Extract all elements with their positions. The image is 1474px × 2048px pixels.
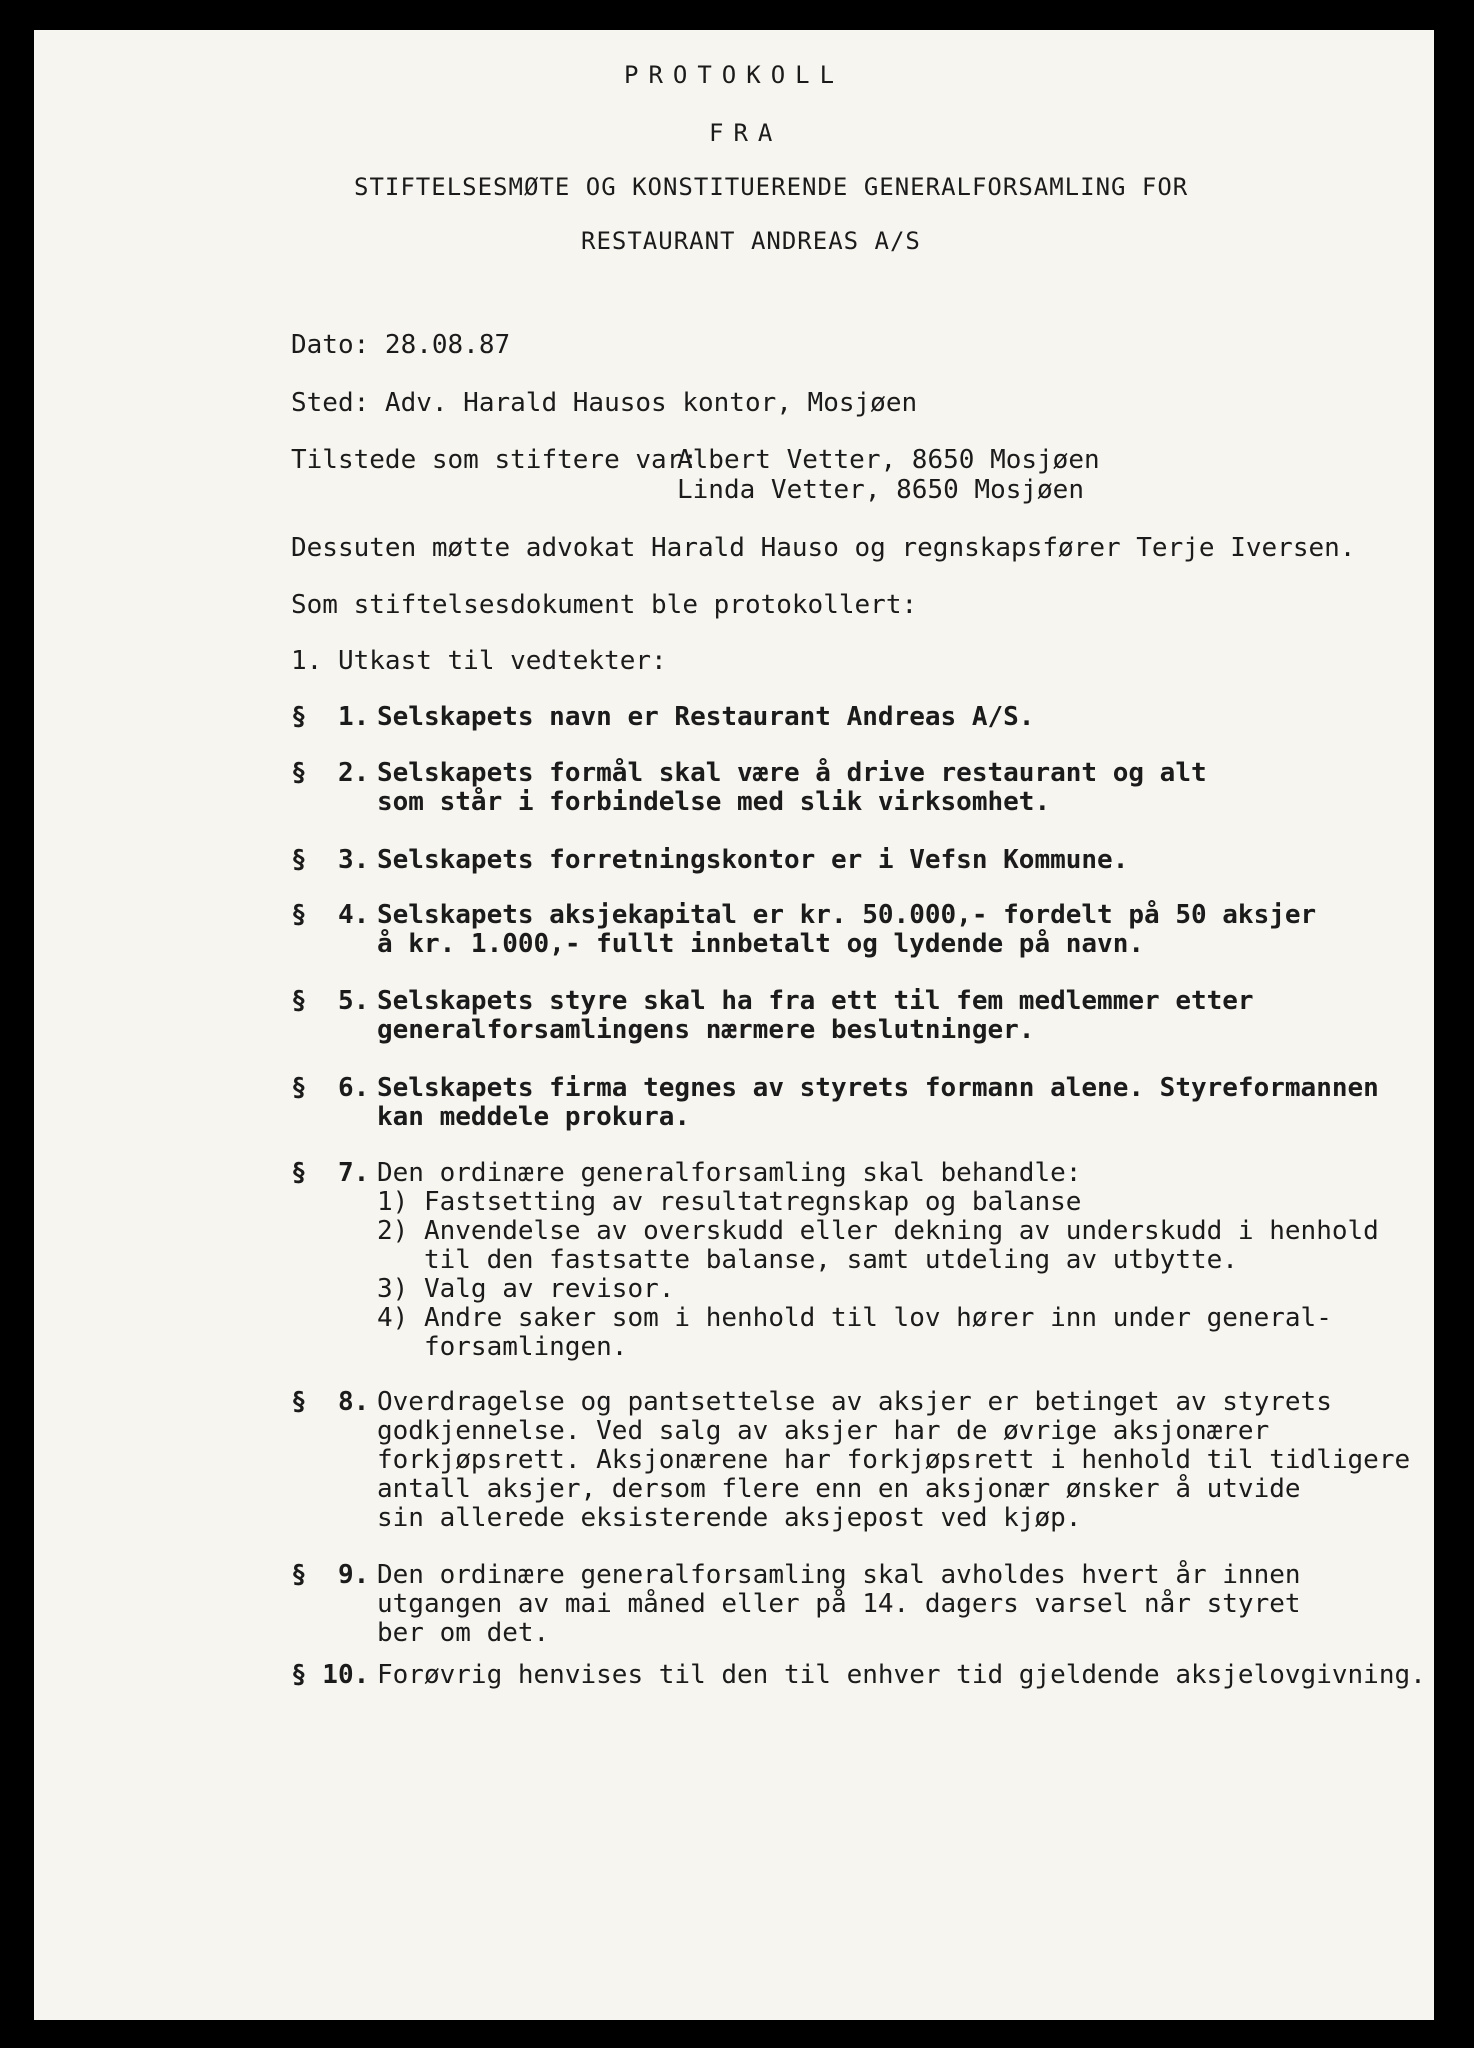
date-line: Dato: 28.08.87 <box>291 330 511 360</box>
section-text-line: til den fastsatte balanse, samt utdeling av utbytte. <box>377 1245 1238 1275</box>
section-text-line: å kr. 1.000,- fullt innbetalt og lydende på navn. <box>377 929 1145 959</box>
section-text-line: antall aksjer, dersom flere enn en aksjonær ønsker å utvide <box>377 1474 1301 1504</box>
section-text-line: sin allerede eksisterende aksjepost ved kjøp. <box>377 1503 1082 1533</box>
section-number: § 4. <box>291 900 370 930</box>
section-text-line: 3) Valg av revisor. <box>377 1274 675 1304</box>
section-text-line: Overdragelse og pantsettelse av aksjer er betinget av styrets <box>377 1387 1332 1417</box>
section-text-line: forkjøpsrett. Aksjonærene har forkjøpsrett i henhold til tidligere <box>377 1445 1411 1475</box>
document-page <box>34 30 1434 2020</box>
section-text-line: som står i forbindelse med slik virksomhet. <box>377 787 1051 817</box>
place-line: Sted: Adv. Harald Hausos kontor, Mosjøen <box>291 388 918 418</box>
section-text-line: Den ordinære generalforsamling skal behandle: <box>377 1158 1082 1188</box>
document-from: FRA <box>709 119 783 147</box>
section-text-line: Selskapets forretningskontor er i Vefsn Kommune. <box>377 845 1129 875</box>
section-text-line: Selskapets aksjekapital er kr. 50.000,- fordelt på 50 aksjer <box>377 900 1317 930</box>
section-text-line: 2) Anvendelse av overskudd eller dekning av underskudd i henhold <box>377 1216 1379 1246</box>
section-number: § 1. <box>291 702 370 732</box>
document-title: PROTOKOLL <box>624 61 845 89</box>
section-number: § 3. <box>291 845 370 875</box>
section-text-line: 4) Andre saker som i henhold til lov hører inn under general- <box>377 1303 1332 1333</box>
section-text-line: ber om det. <box>377 1618 550 1648</box>
section-text-line: 1) Fastsetting av resultatregnskap og balanse <box>377 1187 1082 1217</box>
present-person-2: Linda Vetter, 8650 Mosjøen <box>677 475 1084 505</box>
document-subtitle: STIFTELSESMØTE OG KONSTITUERENDE GENERALFORSAMLING FOR <box>354 173 1189 201</box>
section-text-line: Selskapets styre skal ha fra ett til fem medlemmer etter <box>377 986 1254 1016</box>
section-text-line: godkjennelse. Ved salg av aksjer har de øvrige aksjonærer <box>377 1416 1270 1446</box>
section-number: § 10. <box>291 1660 370 1690</box>
draft-heading: 1. Utkast til vedtekter: <box>291 646 667 676</box>
present-label: Tilstede som stiftere var: <box>291 445 698 475</box>
section-text-line: Den ordinære generalforsamling skal avholdes hvert år innen <box>377 1560 1301 1590</box>
section-number: § 7. <box>291 1158 370 1188</box>
section-text-line: kan meddele prokura. <box>377 1102 691 1132</box>
section-text-line: Selskapets navn er Restaurant Andreas A/S. <box>377 702 1035 732</box>
present-person-1: Albert Vetter, 8650 Mosjøen <box>677 445 1100 475</box>
section-number: § 8. <box>291 1387 370 1417</box>
attendees-line: Dessuten møtte advokat Harald Hauso og regnskapsfører Terje Iversen. <box>291 533 1356 563</box>
document-intro: Som stiftelsesdokument ble protokollert: <box>291 590 918 620</box>
section-text-line: Selskapets formål skal være å drive restaurant og alt <box>377 758 1207 788</box>
section-number: § 9. <box>291 1560 370 1590</box>
section-text-line: Selskapets firma tegnes av styrets formann alene. Styreformannen <box>377 1073 1379 1103</box>
section-number: § 6. <box>291 1073 370 1103</box>
section-text-line: Forøvrig henvises til den til enhver tid gjeldende aksjelovgivning. <box>377 1660 1426 1690</box>
section-number: § 2. <box>291 758 370 788</box>
section-number: § 5. <box>291 986 370 1016</box>
company-name: RESTAURANT ANDREAS A/S <box>581 227 921 255</box>
section-text-line: generalforsamlingens nærmere beslutninger. <box>377 1015 1035 1045</box>
section-text-line: utgangen av mai måned eller på 14. dagers varsel når styret <box>377 1589 1301 1619</box>
section-text-line: forsamlingen. <box>377 1332 628 1362</box>
